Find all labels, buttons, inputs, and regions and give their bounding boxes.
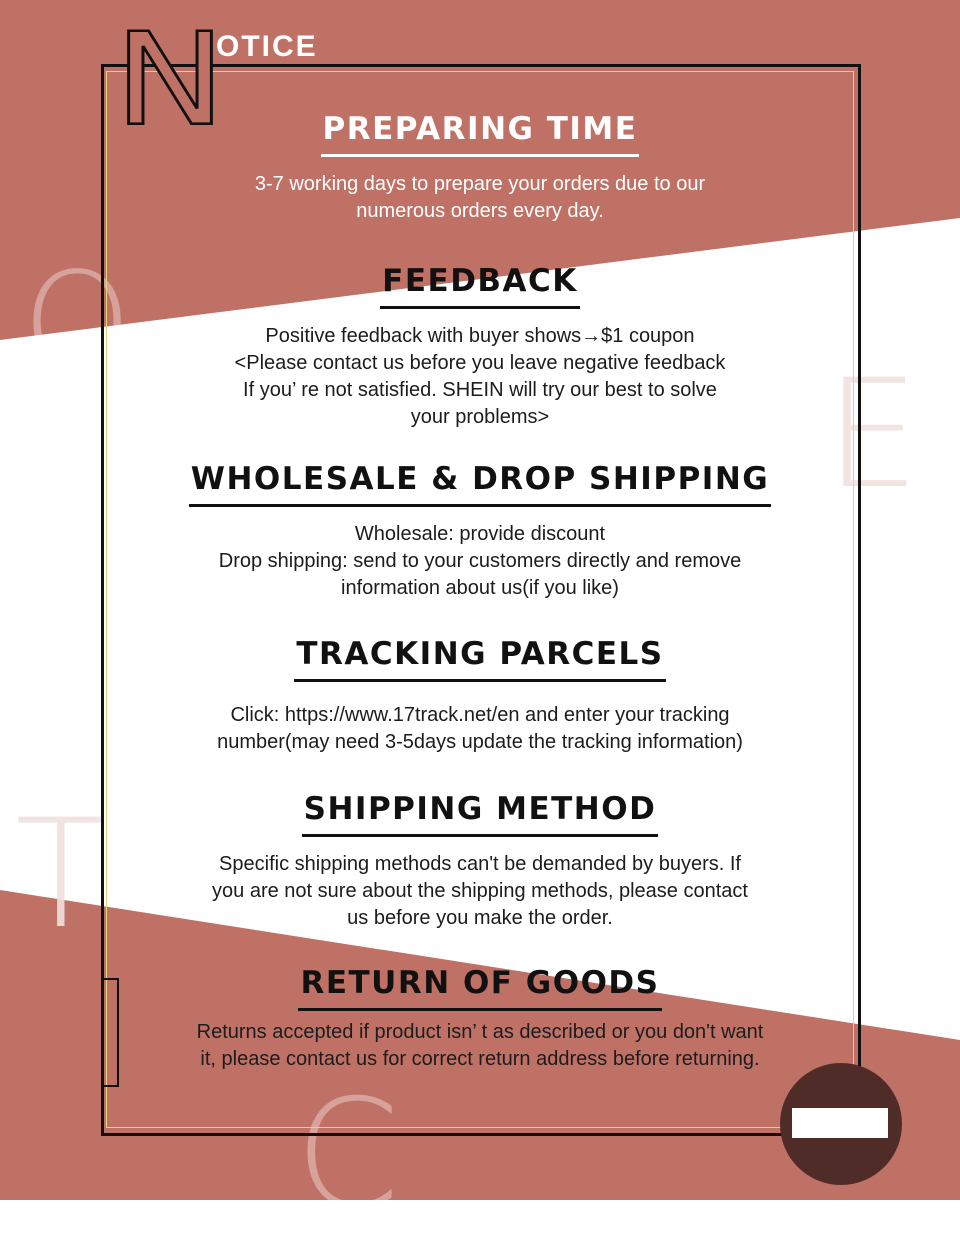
body-line: number(may need 3-5days update the tracking information) (217, 730, 743, 753)
body-line: Returns accepted if product isn’ t as described or you don't want (196, 1020, 764, 1043)
body-line: 3-7 working days to prepare your orders due to our (254, 172, 706, 195)
body-line: Wholesale: provide discount (354, 522, 606, 545)
section-body (150, 702, 810, 756)
section-body (150, 323, 810, 431)
body-line: Click: https://www.17track.net/en and enter your tracking (230, 703, 730, 726)
section-return (130, 966, 830, 1073)
section-feedback (150, 264, 810, 431)
decor-letter-t: T (15, 788, 107, 962)
body-line: If you’ re not satisfied. SHEIN will try our best to solve (243, 378, 717, 401)
body-line: your problems> (410, 405, 550, 428)
body-line: Specific shipping methods can't be demanded by buyers. If (219, 852, 741, 875)
body-line: Positive feedback with buyer shows→$1 coupon (265, 324, 695, 347)
section-title: TRACKING PARCELS (294, 637, 665, 682)
section-shipping-method (150, 792, 810, 932)
decor-letter-e: E (825, 348, 920, 522)
section-body (150, 521, 810, 602)
body-line: <Please contact us before you leave negative feedback (234, 351, 726, 374)
section-tracking (150, 637, 810, 756)
body-line: us before you make the order. (347, 906, 613, 929)
body-line: numerous orders every day. (356, 199, 604, 222)
section-title: PREPARING TIME (321, 112, 640, 157)
decor-letter-c: C (295, 1068, 400, 1242)
section-title: WHOLESALE & DROP SHIPPING (189, 462, 771, 507)
section-preparing-time (150, 112, 810, 225)
left-frame-tab (103, 978, 119, 1087)
section-body (130, 1019, 830, 1073)
notice-logo-n-letter: N (113, 5, 227, 154)
accent-bar (792, 1108, 888, 1138)
decor-letter-o: O (22, 243, 133, 406)
notice-title-rest: OTICE (216, 30, 318, 63)
section-wholesale (150, 462, 810, 602)
section-title: FEEDBACK (380, 264, 580, 309)
section-body (150, 851, 810, 932)
body-line: you are not sure about the shipping methods, please contact (212, 879, 748, 902)
section-body (150, 171, 810, 225)
section-title: RETURN OF GOODS (298, 966, 661, 1011)
body-line: Drop shipping: send to your customers directly and remove (218, 549, 742, 572)
body-line: it, please contact us for correct return address before returning. (200, 1047, 760, 1070)
body-line: information about us(if you like) (341, 576, 619, 599)
section-title: SHIPPING METHOD (302, 792, 659, 837)
